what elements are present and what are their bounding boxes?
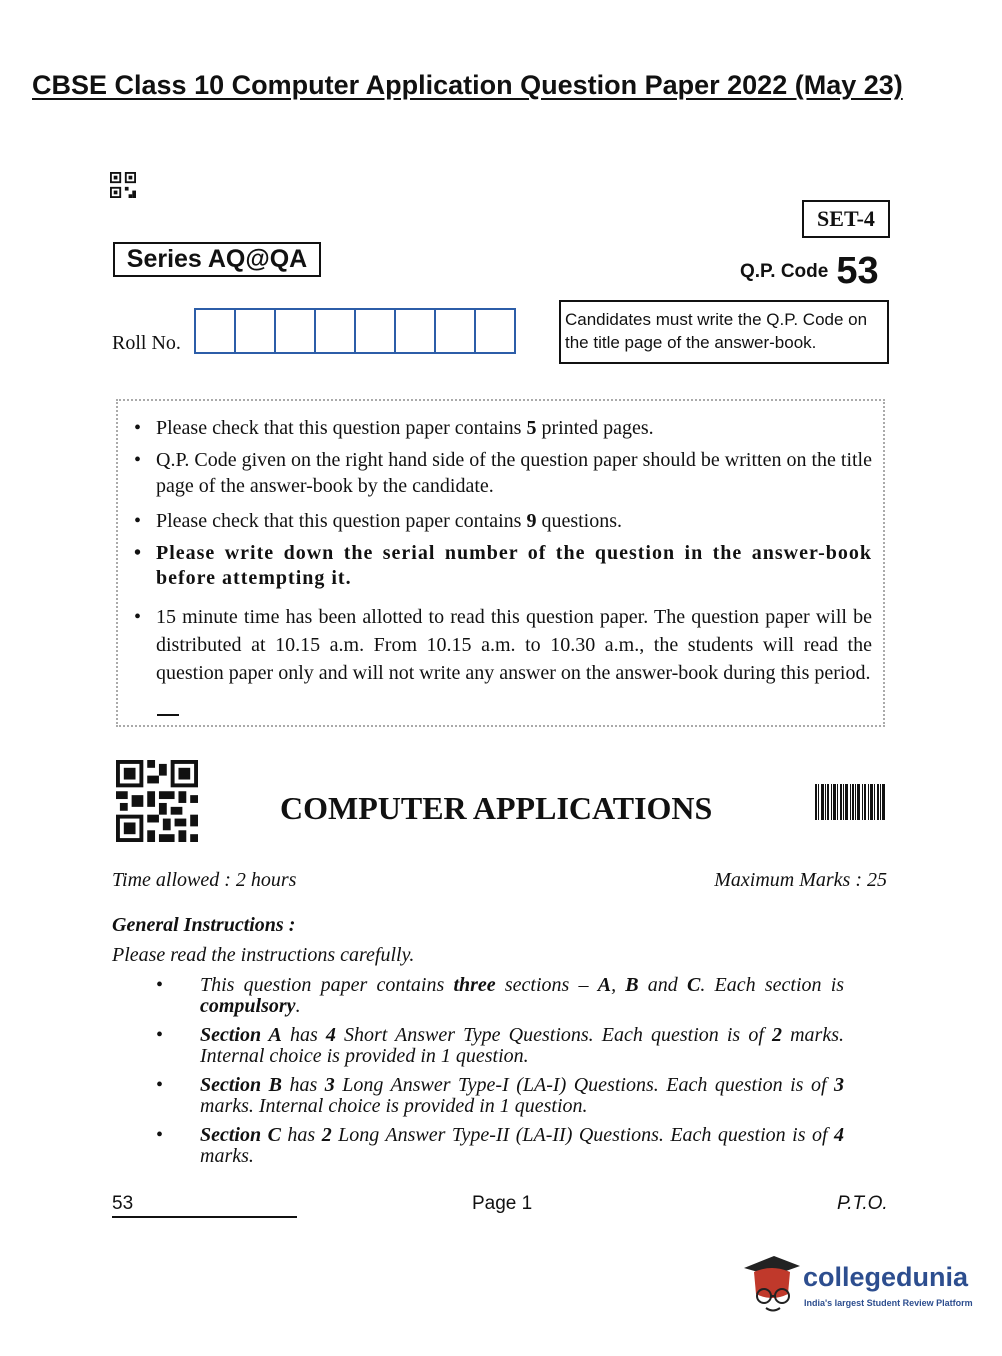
roll-digit-box <box>356 310 396 352</box>
candidate-note: Candidates must write the Q.P. Code on the title page of the answer-book. <box>559 300 889 364</box>
roll-number-boxes <box>194 308 516 354</box>
notice-item: • Please check that this question paper contains 5 printed pages. <box>134 413 872 447</box>
series-badge: Series AQ@QA <box>113 242 321 277</box>
roll-digit-box <box>436 310 476 352</box>
general-instructions-subtitle: Please read the instructions carefully. <box>112 944 415 966</box>
notice-item-bold: • Please write down the serial number of the question in the answer-book before attempting it. <box>134 541 872 603</box>
maximum-marks: Maximum Marks : 25 <box>714 869 887 891</box>
instruction-item: • This question paper contains three sections – A, B and C. Each section is compulsory. <box>150 975 844 1017</box>
set-badge: SET-4 <box>802 200 890 238</box>
qr-code-small-icon <box>110 172 136 198</box>
barcode-icon <box>815 784 885 820</box>
qp-code <box>740 250 879 293</box>
general-instructions-heading: General Instructions : <box>112 914 296 936</box>
roll-digit-box <box>476 310 514 352</box>
logo-wordmark: collegedunia <box>803 1262 969 1292</box>
logo-tagline: India's largest Student Review Platform <box>804 1298 973 1308</box>
page-number: Page 1 <box>472 1193 533 1214</box>
general-instructions-list <box>150 975 844 1175</box>
time-allowed: Time allowed : 2 hours <box>112 869 297 891</box>
page-title: CBSE Class 10 Computer Application Question Paper 2022 (May 23) <box>32 70 903 100</box>
notice-item: • Q.P. Code given on the right hand side of the question paper should be written on the title page of the answer-book by the candidate. <box>134 447 872 506</box>
instruction-item: • Section A has 4 Short Answer Type Questions. Each question is of 2 marks. Internal choice is provided in 1 question. <box>150 1025 844 1067</box>
instruction-item: • Section B has 3 Long Answer Type-I (LA-I) Questions. Each question is of 3 marks. Internal choice is provided in 1 question. <box>150 1075 844 1117</box>
qp-code-number: 53 <box>836 250 879 292</box>
qr-code-icon <box>116 760 198 842</box>
qp-code-label: Q.P. Code <box>740 261 829 282</box>
notice-item: • Please check that this question paper contains 9 questions. <box>134 506 872 541</box>
notice-item: • 15 minute time has been allotted to read this question paper. The question paper will be distributed at 10.15 a.m. From 10.15 a.m. to 10.30 a.m., the students will read the question paper only and will not write any answer on the answer-book during this period. <box>134 603 872 687</box>
roll-digit-box <box>396 310 436 352</box>
pto-label: P.T.O. <box>837 1193 888 1214</box>
subject-title: COMPUTER APPLICATIONS <box>280 790 713 826</box>
instruction-item: • Section C has 2 Long Answer Type-II (LA-II) Questions. Each question is of 4 marks. <box>150 1125 844 1167</box>
roll-digit-box <box>196 310 236 352</box>
footer-qp-code: 53 <box>112 1193 134 1214</box>
underline-mark <box>157 714 179 716</box>
notice-box <box>116 399 885 727</box>
footer-divider <box>112 1216 297 1218</box>
roll-digit-box <box>276 310 316 352</box>
roll-digit-box <box>316 310 356 352</box>
roll-digit-box <box>236 310 276 352</box>
roll-number-label: Roll No. <box>112 332 181 354</box>
